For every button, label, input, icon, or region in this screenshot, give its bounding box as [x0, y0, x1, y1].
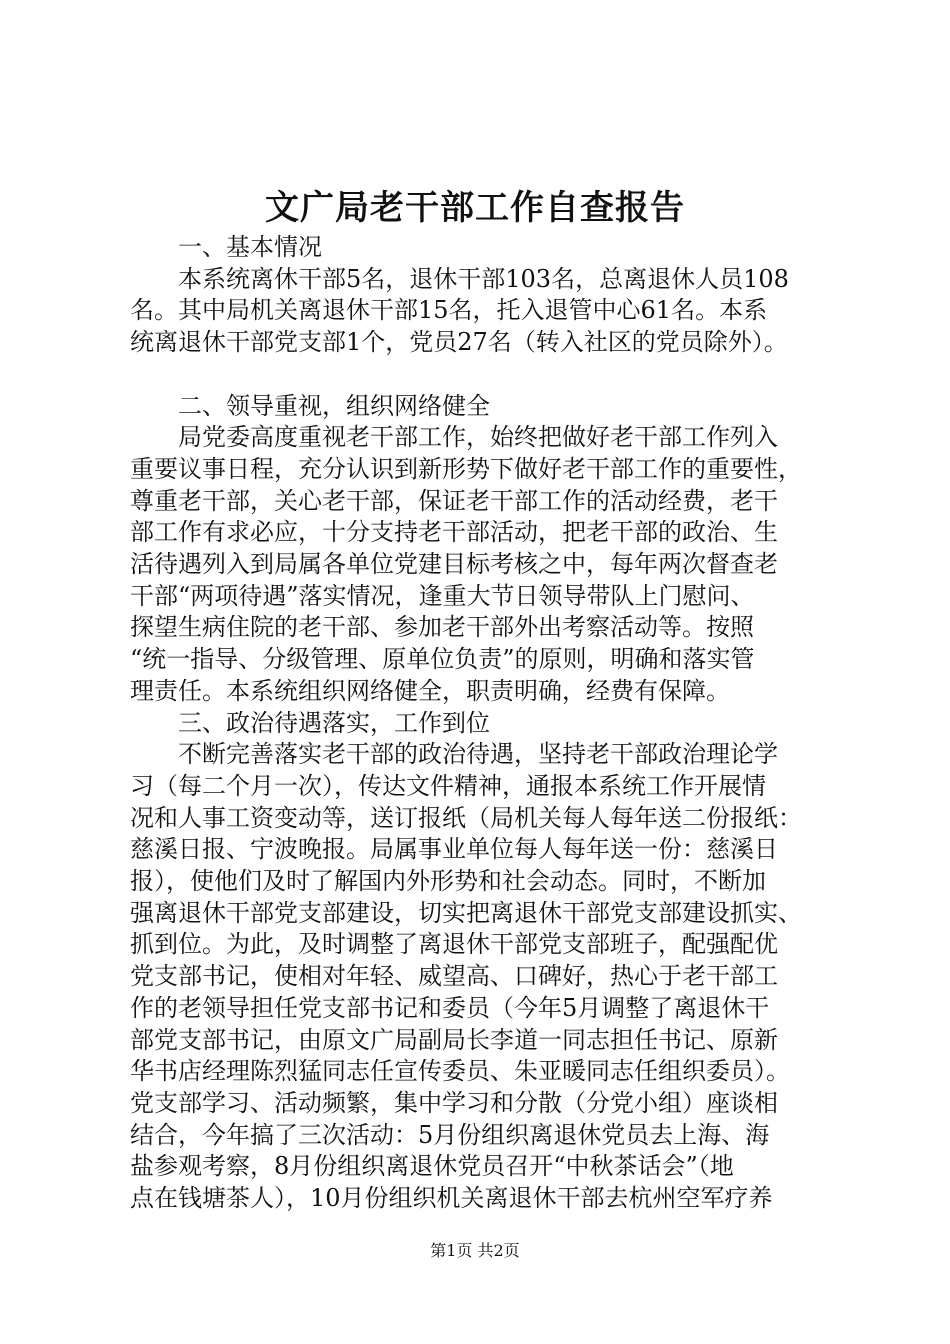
document-body — [130, 232, 830, 1215]
section-1-heading: 一、基本情况 — [178, 233, 322, 261]
section-3-paragraph: 不断完善落实老干部的政治待遇，坚持老干部政治理论学 习（每二个月一次），传达文件精神，通报本系统工作开展情 况和人事工资变动等，送订报纸（局机关每人每年送二份报纸： 慈溪日报、宁波晚报。局属事业单位每人每年送一份：慈溪日 报），使他们及时了解国内外形势和社会动态。同时，不断加 强离退休干部党支部建设，切实把离退休干部党支部建设抓实、 抓到位。为此，及时调整了离退休干部党支部班子，配强配优 党支部书记，使相对年轻、威望高、口碑好，热心于老干部工 作的老领导担任党支部书记和委员（今年5月调整了离退休干 部党支部书记，由原文广局副局长李道一同志担任书记、原新 华书店经理陈烈猛同志任宣传委员、朱亚暖同志任组织委员）。 党支部学习、活动频繁，集中学习和分散（分党小组）座谈相 结合，今年搞了三次活动：5月份组织离退休党员去上海、海 盐参观考察，8月份组织离退休党员召开“中秋茶话会”（地 点在钱塘茶人），10月份组织机关离退休干部去杭州空军疗养 — [130, 740, 802, 1213]
page-footer: 第1页 共2页 — [430, 1241, 520, 1260]
document-title: 文广局老干部工作自查报告 — [265, 188, 685, 228]
section-3-heading: 三、政治待遇落实，工作到位 — [178, 708, 490, 737]
section-1-paragraph: 本系统离休干部5名，退休干部103名，总离退休人员108 名。其中局机关离退休干部15名，托入退管中心61名。本系 统离退休干部党支部1个，党员27名（转入社区的党员除外）。 — [130, 264, 789, 357]
section-2-paragraph: 局党委高度重视老干部工作，始终把做好老干部工作列入 重要议事日程，充分认识到新形势下做好老干部工作的重要性， 尊重老干部，关心老干部，保证老干部工作的活动经费，老干 部工作有求必应，十分支持老干部活动，把老干部的政治、生 活待遇列入到局属各单位党建目标考核之中，每年两次督查老 干部“两项待遇”落实情况，逢重大节日领导带队上门慰问、 探望生病住院的老干部、参加老干部外出考察活动等。按照 “统一指导、分级管理、原单位负责”的原则，明确和落实管 理责任。本系统组织网络健全，职责明确，经费有保障。 — [130, 423, 802, 705]
section-2-heading: 二、领导重视，组织网络健全 — [178, 391, 490, 420]
